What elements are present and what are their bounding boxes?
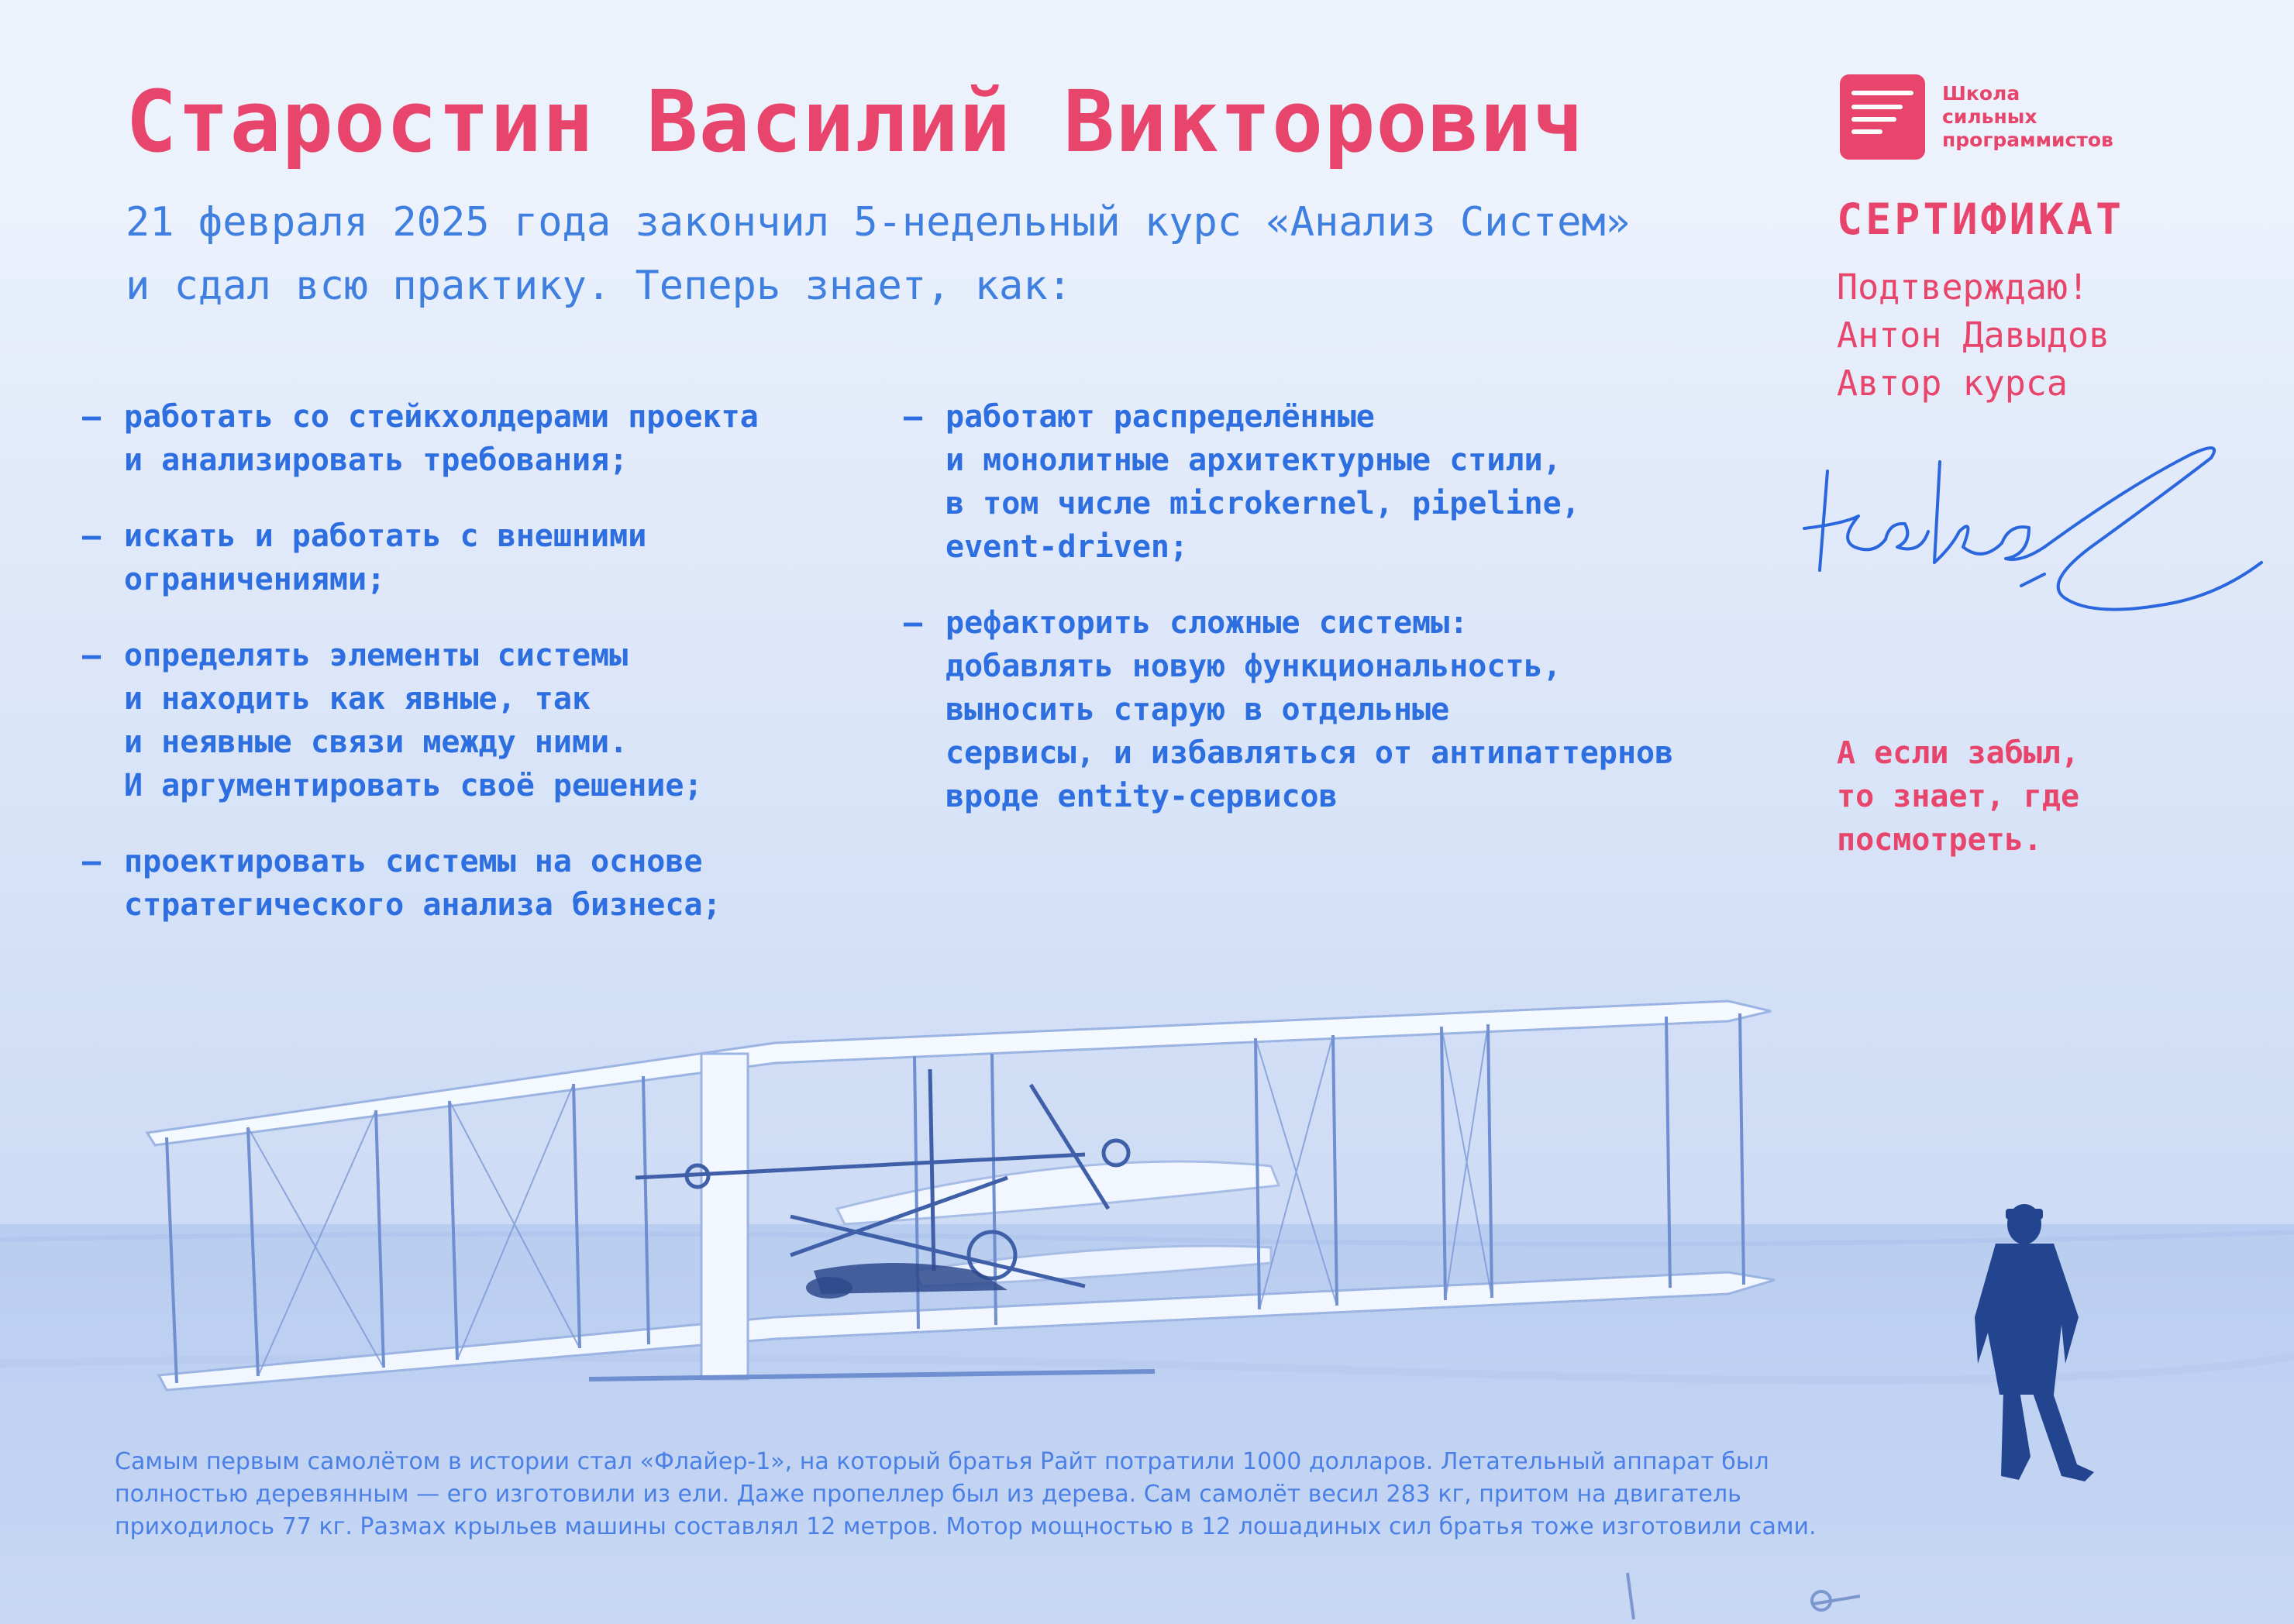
completion-statement-line-1: 21 февраля 2025 года закончил 5-недельный курс «Анализ Систем» (126, 199, 1631, 246)
list-dash: – (904, 399, 923, 435)
certificate-title: СЕРТИФИКАТ (1837, 194, 2125, 244)
skill-text: работают распределённые и монолитные архитектурные стили, в том числе microkernel, pipeline, event-driven; (946, 399, 1580, 565)
skills-list-left (82, 395, 896, 959)
recipient-name: Старостин Василий Викторович (126, 72, 1585, 171)
list-dash: – (82, 399, 102, 435)
skill-text: рефакторить сложные системы: добавлять новую функциональность, выносить старую в отдельные сервисы, и избавляться от антипаттернов вроде entity-сервисов (946, 605, 1674, 814)
photo-caption: Самым первым самолётом в истории стал «Флайер-1», на который братья Райт потратили 1000 долларов. Летательный аппарат был полностью деревянным — его изготовили из ели. Даже пропеллер был из дерева. Сам самолёт весил 283 кг, притом на двигатель приходилось 77 кг. Размах крыльев машины составлял 12 метров. Мотор мощностью в 12 лошадиных сил братья тоже изготовили сами. (115, 1448, 1817, 1540)
list-dash: – (82, 844, 102, 879)
list-dash: – (82, 518, 102, 554)
document-lines-icon (1840, 74, 1925, 160)
skill-text: работать со стейкхолдерами проекта и анализировать требования; (124, 399, 759, 478)
list-item (82, 514, 896, 601)
list-item (82, 634, 896, 807)
forgot-note: А если забыл, то знает, где посмотреть. (1837, 735, 2080, 858)
list-item (82, 840, 896, 927)
list-dash: – (904, 605, 923, 641)
school-logo (1840, 74, 2113, 167)
author-signature (1796, 431, 2277, 640)
skills-list-right (904, 395, 1772, 851)
completion-statement-line-2: и сдал всю практику. Теперь знает, как: (126, 263, 1072, 309)
list-item (904, 601, 1772, 818)
school-name: Школа сильных программистов (1942, 82, 2113, 151)
author-confirmation: Подтверждаю! Антон Давыдов Автор курса (1837, 267, 2110, 404)
skill-text: проектировать системы на основе стратегического анализа бизнеса; (124, 844, 722, 923)
skill-text: искать и работать с внешними ограничениями; (124, 518, 647, 597)
list-dash: – (82, 638, 102, 673)
completion-statement (126, 191, 1784, 318)
list-item (904, 395, 1772, 569)
list-item (82, 395, 896, 482)
skill-text: определять элементы системы и находить как явные, так и неявные связи между ними. И аргументировать своё решение; (124, 638, 703, 803)
